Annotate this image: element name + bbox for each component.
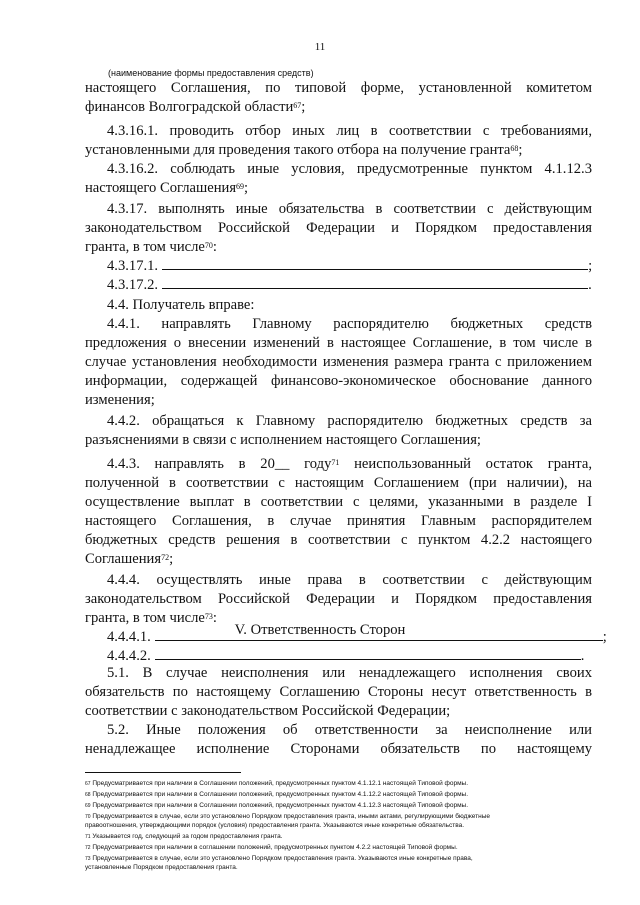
text-line [85,683,592,702]
footnote-number: 70 [85,814,91,820]
footnote-number: 71 [85,834,91,840]
text-line [85,702,450,721]
text-line [85,334,592,353]
text-line [85,372,592,391]
text-line [107,200,592,219]
footnote-text: Предусматривается при наличии в Соглашении положений, предусмотренных пунктом 4.1.12.2 настоящей Типовой формы. [92,791,469,798]
line-text: бюджетных средств решения в соответствии с пунктом 4.2.2 настоящего [85,532,592,548]
line-tail: неиспользованный остаток гранта, [339,456,592,472]
line-text: случае установления необходимости изменения размера гранта с приложением [85,354,592,370]
line-text: ненадлежащее исполнение Сторонами обязательств по настоящему [85,741,592,757]
line-tail: : [212,239,217,255]
text-line [85,474,592,493]
footnote [85,802,555,811]
text-line [85,590,592,609]
line-text: 4.4.4. осуществлять иные права в соответствии с действующим [107,572,592,588]
footnote-ref: 73 [204,612,213,621]
line-text: законодательством Российской Федерации и Порядком предоставления [85,591,592,607]
footnote-separator [85,772,241,773]
blank-fill-line[interactable] [155,639,603,641]
footnote-number: 67 [85,781,91,787]
footnote-text: Предусматривается в случае, если это установлено Порядком предоставления гранта, иными актами, регулирующими бюджетные [92,813,491,820]
line-text: гранта, в том числе [85,610,205,626]
line-text: 4.3.16.2. соблюдать иные условия, предусмотренные пунктом 4.1.12.3 [107,161,592,177]
line-text: обязательств по настоящему Соглашению Стороны несут ответственность в [85,684,592,700]
line-text: информации, содержащей финансово-экономическое обоснование данного [85,373,592,389]
line-tail: ; [301,99,306,115]
line-text: установленными для проведения такого отбора на получение гранта [85,142,511,158]
line-text: 5.1. В случае неисполнения или ненадлежащего исполнения своих [107,665,592,681]
text-line [107,122,592,141]
footnote [85,813,555,822]
text-line [107,276,595,295]
line-text: 4.4.1. направлять Главному распорядителю бюджетных средств [107,316,592,332]
line-text: полученной в соответствии с настоящим Соглашением (при наличии), на [85,475,592,491]
text-line [85,79,592,98]
line-tail: : [212,610,217,626]
blank-fill-line[interactable] [162,268,588,270]
footnote-ref: 67 [293,101,302,110]
line-text: изменения; [85,392,155,408]
line-text: 4.3.17.2. [107,277,159,293]
footnote-ref: 71 [331,458,340,467]
footnote-number: 72 [85,845,91,851]
footnote [85,780,555,789]
line-text: 4.4.3. направлять в 20__ году [107,456,332,472]
footnote-ref: 72 [161,553,170,562]
footnote [85,833,555,842]
text-line [85,493,592,512]
text-line [85,740,592,759]
text-line [85,141,522,160]
footnote [85,864,555,873]
line-text: 4.3.17.1. [107,258,159,274]
footnote [85,791,555,800]
section-heading: V. Ответственность Сторон [234,622,406,638]
text-line [107,455,592,474]
line-text: Соглашения [85,551,162,567]
line-text: 5.2. Иные положения об ответственности за неисполнение или [107,722,592,738]
text-line [85,431,481,450]
footnote-text: Предусматривается при наличии в Соглашении положений, предусмотренных пунктом 4.1.12.3 настоящей Типовой формы. [92,802,469,809]
text-line [85,512,592,531]
text-line [85,550,173,569]
line-text: настоящего Соглашения, по типовой форме, установленной комитетом [85,80,592,96]
line-text: 4.3.16.1. проводить отбор иных лиц в соответствии с требованиями, [107,123,592,139]
line-text: осуществление выплат в соответствии с целями, указанными в разделе I [85,494,592,510]
footnote [85,855,555,864]
line-text: настоящего Соглашения, в случае принятия Главным распорядителем [85,513,592,529]
form-name-note: (наименование формы предоставления средств) [108,68,314,78]
line-text: 4.3.17. выполнять иные обязательства в соответствии с действующим [107,201,592,217]
text-line [85,391,155,410]
line-text: гранта, в том числе [85,239,205,255]
footnote-ref: 68 [510,144,519,153]
line-text: финансов Волгоградской области [85,99,294,115]
footnote-number: 69 [85,803,91,809]
line-text: 4.4.4.2. [107,648,151,664]
text-line [107,160,592,179]
text-line [107,315,592,334]
line-text: законодательством Российской Федерации и Порядком предоставления [85,220,592,236]
text-line [85,179,248,198]
text-line [85,531,592,550]
line-tail: ; [244,180,249,196]
blank-fill-line[interactable] [155,658,581,660]
line-text: 4.4.2. обращаться к Главному распорядителю бюджетных средств за [107,413,592,429]
text-line [85,219,592,238]
footnote-number: 73 [85,856,91,862]
line-text: 4.4. Получатель вправе: [107,297,255,313]
page-number: 11 [314,41,326,53]
line-tail: . [580,648,585,664]
footnote-text: Указывается год, следующий за годом предоставления гранта. [92,833,283,840]
text-line [85,353,592,372]
text-line [85,238,217,257]
line-text: предложения о внесении изменений в настоящее Соглашение, в том числе в [85,335,592,351]
line-text: 4.4.4.1. [107,629,151,645]
text-line [107,664,592,683]
text-line [107,412,592,431]
footnote-text: Предусматривается в случае, если это установлено Порядком предоставления гранта. Указываются иные конкретные права, [92,855,473,862]
line-tail: ; [588,258,593,274]
line-text: настоящего Соглашения [85,180,237,196]
text-line [107,296,254,315]
footnote-text: Предусматривается при наличии в Соглашении положений, предусмотренных пунктом 4.1.12.1 настоящей Типовой формы. [92,780,469,787]
text-line [107,721,592,740]
footnote-ref: 70 [204,241,213,250]
footnote-text: правоотношения, утверждающими порядок (условия) предоставления гранта. Указываются иные конкретные обязательства. [85,822,465,829]
text-line [107,257,595,276]
line-tail: ; [518,142,523,158]
line-text: разъяснениями в связи с исполнением настоящего Соглашения; [85,432,481,448]
blank-fill-line[interactable] [162,287,588,289]
footnote [85,822,555,831]
line-tail: ; [169,551,174,567]
footnote-text: установленные Порядком предоставления гранта. [85,864,238,871]
text-line [107,571,592,590]
line-tail: . [588,277,592,293]
footnote-number: 68 [85,792,91,798]
footnote [85,844,555,853]
line-tail: ; [602,629,607,645]
footnote-ref: 69 [236,182,245,191]
text-line [85,98,305,117]
footnote-text: Предусматривается при наличии в соглашении положений, предусмотренных пунктом 4.2.2 настоящей Типовой формы. [92,844,458,851]
line-text: соответствии с законодательством Российской Федерации; [85,703,451,719]
